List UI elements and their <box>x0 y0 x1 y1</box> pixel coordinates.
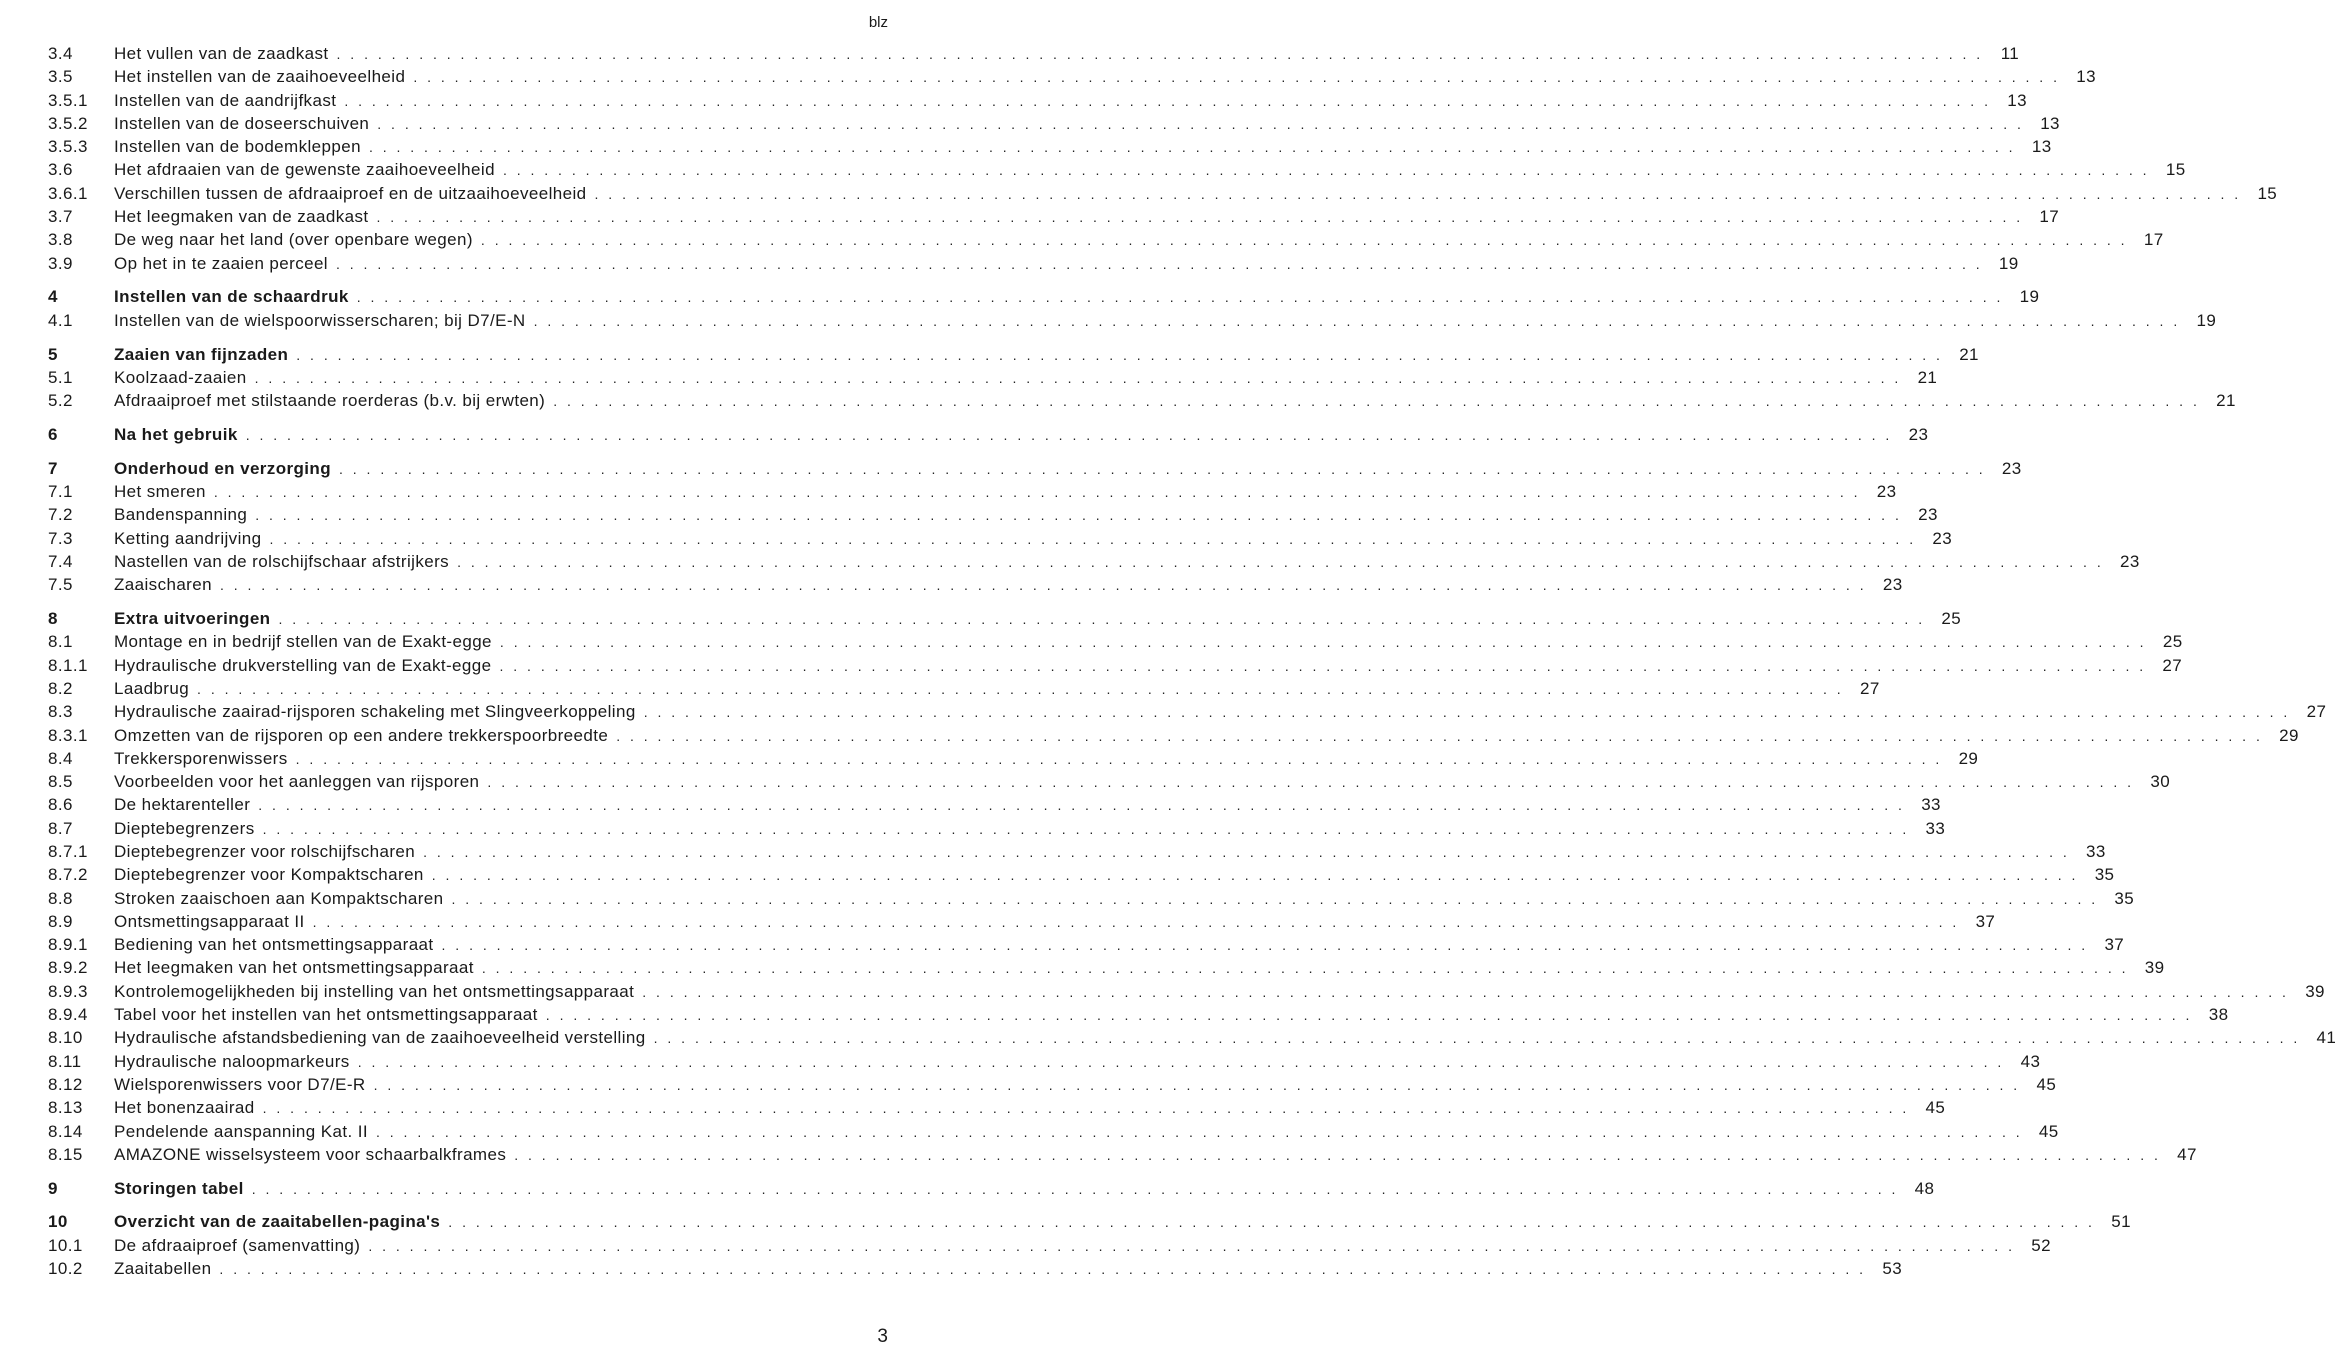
toc-entry-number: 3.4 <box>48 44 73 63</box>
page-column-header: blz <box>868 14 888 31</box>
toc-entry-page: 25 <box>1941 609 1962 629</box>
toc-entry-title: De afdraaiproef (samenvatting) <box>114 1235 361 1255</box>
toc-entry-number: 8.5 <box>48 772 73 792</box>
toc-entry[interactable] <box>36 505 1938 528</box>
toc-entry-number: 3.6.1 <box>48 183 88 203</box>
toc-entry[interactable] <box>36 1074 2057 1098</box>
toc-entry-title: Hydraulische afstandsbediening van de zaaihoeveelheid verstelling <box>114 1028 646 1048</box>
dot-leader: . . . . . . . . . . . . . . . . . . . . . . . . . . . . . . . . . . . . . . . . . . . . . . . . . . . . . . . . . . . . . . . . . . . . . . . . . . . . . . . . . . . . . . . . . . . . . . . . . . . . . . . . . . . . . . . . . . . . . . . . <box>514 1146 2161 1163</box>
toc-entry-page: 23 <box>1882 575 1903 595</box>
toc-entry[interactable] <box>36 1028 2336 1051</box>
toc-entry-page: 33 <box>1921 795 1941 815</box>
toc-entry-page: 38 <box>2208 1005 2229 1025</box>
toc-entry-number: 8.12 <box>48 1074 83 1094</box>
dot-leader: . . . . . . . . . . . . . . . . . . . . . . . . . . . . . . . . . . . . . . . . . . . . . . . . . . . . . . . . . . . . . . . . . . . . . . . . . . . . . . . . . . . . . . . . . . . . . . . . . . . . . . . . . . . . . . . . . . . . . . . . <box>480 232 2128 249</box>
dot-leader: . . . . . . . . . . . . . . . . . . . . . . . . . . . . . . . . . . . . . . . . . . . . . . . . . . . . . . . . . . . . . . . . . . . . . . . . . . . . . . . . . . . . . . . . . . . . . . . . . . . . . . . . . . . . . . . . . . . . . . . . <box>255 507 1902 524</box>
toc-entry[interactable] <box>36 1235 2051 1259</box>
toc-entry-title: Extra uitvoeringen <box>114 609 271 629</box>
toc-entry-number: 8.9.1 <box>48 935 88 955</box>
dot-leader: . . . . . . . . . . . . . . . . . . . . . . . . . . . . . . . . . . . . . . . . . . . . . . . . . . . . . . . . . . . . . . . . . . . . . . . . . . . . . . . . . . . . . . . . . . . . . . . . . . . . . . . . . . . . . . . . . . . . . . . . <box>451 890 2099 907</box>
toc-entry-title: Na het gebruik <box>114 424 238 444</box>
dot-leader: . . . . . . . . . . . . . . . . . . . . . . . . . . . . . . . . . . . . . . . . . . . . . . . . . . . . . . . . . . . . . . . . . . . . . . . . . . . . . . . . . . . . . . . . . . . . . . . . . . . . . . . . . . . . . . . . . . . . . . . . <box>245 426 1893 443</box>
toc-entry-title: Storingen tabel <box>114 1178 244 1198</box>
dot-leader: . . . . . . . . . . . . . . . . . . . . . . . . . . . . . . . . . . . . . . . . . . . . . . . . . . . . . . . . . . . . . . . . . . . . . . . . . . . . . . . . . . . . . . . . . . . . . . . . . . . . . . . . . . . . . . . . . . . . . . . . <box>262 820 1910 837</box>
dot-leader: . . . . . . . . . . . . . . . . . . . . . . . . . . . . . . . . . . . . . . . . . . . . . . . . . . . . . . . . . . . . . . . . . . . . . . . . . . . . . . . . . . . . . . . . . . . . . . . . . . . . . . . . . . . . . . . . . . . . . . . . <box>643 704 2291 721</box>
toc-entry-title: Zaaien van fijnzaden <box>114 344 289 364</box>
toc-entry-page: 25 <box>2162 632 2183 652</box>
toc-entry-title: Instellen van de schaardruk <box>114 287 349 307</box>
dot-leader: . . . . . . . . . . . . . . . . . . . . . . . . . . . . . . . . . . . . . . . . . . . . . . . . . . . . . . . . . . . . . . . . . . . . . . . . . . . . . . . . . . . . . . . . . . . . . . . . . . . . . . . . . . . . . . . . . . . . . . . . <box>594 185 2242 202</box>
dot-leader: . . . . . . . . . . . . . . . . . . . . . . . . . . . . . . . . . . . . . . . . . . . . . . . . . . . . . . . . . . . . . . . . . . . . . . . . . . . . . . . . . . . . . . . . . . . . . . . . . . . . . . . . . . . . . . . . . . . . . . . . <box>295 750 1943 767</box>
dot-leader: . . . . . . . . . . . . . . . . . . . . . . . . . . . . . . . . . . . . . . . . . . . . . . . . . . . . . . . . . . . . . . . . . . . . . . . . . . . . . . . . . . . . . . . . . . . . . . . . . . . . . . . . . . . . . . . . . . . . . . . . <box>375 1123 2023 1140</box>
toc-entry[interactable] <box>36 678 1880 702</box>
toc-entry-page: 23 <box>2001 458 2022 478</box>
toc-entry-number: 7.5 <box>48 575 73 595</box>
dot-leader: . . . . . . . . . . . . . . . . . . . . . . . . . . . . . . . . . . . . . . . . . . . . . . . . . . . . . . . . . . . . . . . . . . . . . . . . . . . . . . . . . . . . . . . . . . . . . . . . . . . . . . . . . . . . . . . . . . . . . . . . <box>457 553 2104 570</box>
dot-leader: . . . . . . . . . . . . . . . . . . . . . . . . . . . . . . . . . . . . . . . . . . . . . . . . . . . . . . . . . . . . . . . . . . . . . . . . . . . . . . . . . . . . . . . . . . . . . . . . . . . . . . . . . . . . . . . . . . . . . . . . <box>269 530 1917 547</box>
toc-entry[interactable] <box>36 1121 2059 1145</box>
toc-entry-number: 8.7.2 <box>48 865 88 885</box>
toc-entry[interactable] <box>36 702 2327 725</box>
toc-entry[interactable] <box>36 888 2135 912</box>
dot-leader: . . . . . . . . . . . . . . . . . . . . . . . . . . . . . . . . . . . . . . . . . . . . . . . . . . . . . . . . . . . . . . . . . . . . . . . . . . . . . . . . . . . . . . . . . . . . . . . . . . . . . . . . . . . . . . . . . . . . . . . . <box>413 69 2060 86</box>
toc-entry-page: 17 <box>2143 230 2164 250</box>
toc-entry[interactable] <box>36 367 1938 391</box>
toc-entry-number: 8.10 <box>48 1028 83 1048</box>
table-of-contents <box>36 44 2336 1282</box>
dot-leader: . . . . . . . . . . . . . . . . . . . . . . . . . . . . . . . . . . . . . . . . . . . . . . . . . . . . . . . . . . . . . . . . . . . . . . . . . . . . . . . . . . . . . . . . . . . . . . . . . . . . . . . . . . . . . . . . . . . . . . . . <box>441 937 2089 954</box>
dot-leader: . . . . . . . . . . . . . . . . . . . . . . . . . . . . . . . . . . . . . . . . . . . . . . . . . . . . . . . . . . . . . . . . . . . . . . . . . . . . . . . . . . . . . . . . . . . . . . . . . . . . . . . . . . . . . . . . . . . . . . . . <box>357 1053 2005 1070</box>
toc-entry-title: Wielsporenwissers voor D7/E-R <box>114 1074 366 1094</box>
dot-leader: . . . . . . . . . . . . . . . . . . . . . . . . . . . . . . . . . . . . . . . . . . . . . . . . . . . . . . . . . . . . . . . . . . . . . . . . . . . . . . . . . . . . . . . . . . . . . . . . . . . . . . . . . . . . . . . . . . . . . . . . <box>653 1030 2301 1047</box>
toc-entry[interactable] <box>36 609 1962 632</box>
toc-entry-title: Nastellen van de rolschijfschaar afstrijkers <box>114 551 450 571</box>
toc-entry-page: 11 <box>2000 44 2020 63</box>
toc-entry[interactable] <box>36 748 1979 772</box>
toc-entry[interactable] <box>36 632 2183 655</box>
toc-entry-title: Ontsmettingsapparaat II <box>114 911 305 931</box>
toc-entry-title: Verschillen tussen de afdraaiproef en de uitzaaihoeveelheid <box>114 183 587 203</box>
toc-entry-title: Montage en in bedrijf stellen van de Exakt-egge <box>114 632 492 652</box>
toc-entry[interactable] <box>36 1259 1903 1282</box>
dot-leader: . . . . . . . . . . . . . . . . . . . . . . . . . . . . . . . . . . . . . . . . . . . . . . . . . . . . . . . . . . . . . . . . . . . . . . . . . . . . . . . . . . . . . . . . . . . . . . . . . . . . . . . . . . . . . . . . . . . . . . . . <box>197 680 1844 697</box>
dot-leader: . . . . . . . . . . . . . . . . . . . . . . . . . . . . . . . . . . . . . . . . . . . . . . . . . . . . . . . . . . . . . . . . . . . . . . . . . . . . . . . . . . . . . . . . . . . . . . . . . . . . . . . . . . . . . . . . . . . . . . . . <box>553 393 2200 410</box>
toc-entry-page: 29 <box>1958 748 1979 768</box>
toc-entry-page: 23 <box>1932 528 1953 548</box>
dot-leader: . . . . . . . . . . . . . . . . . . . . . . . . . . . . . . . . . . . . . . . . . . . . . . . . . . . . . . . . . . . . . . . . . . . . . . . . . . . . . . . . . . . . . . . . . . . . . . . . . . . . . . . . . . . . . . . . . . . . . . . . <box>487 774 2135 791</box>
toc-entry-number: 5.1 <box>48 367 73 387</box>
toc-entry-title: Omzetten van de rijsporen op een andere trekkerspoorbreedte <box>114 725 609 745</box>
dot-leader: . . . . . . . . . . . . . . . . . . . . . . . . . . . . . . . . . . . . . . . . . . . . . . . . . . . . . . . . . . . . . . . . . . . . . . . . . . . . . . . . . . . . . . . . . . . . . . . . . . . . . . . . . . . . . . . . . . . . . . . . <box>219 577 1867 594</box>
toc-entry-title: Hydraulische zaairad-rijsporen schakeling met Slingveerkoppeling <box>114 702 636 722</box>
toc-entry-page: 13 <box>2007 90 2027 110</box>
toc-entry-number: 4.1 <box>48 310 73 330</box>
toc-entry[interactable] <box>36 113 2060 137</box>
toc-entry[interactable] <box>36 1178 1935 1202</box>
dot-leader: . . . . . . . . . . . . . . . . . . . . . . . . . . . . . . . . . . . . . . . . . . . . . . . . . . . . . . . . . . . . . . . . . . . . . . . . . . . . . . . . . . . . . . . . . . . . . . . . . . . . . . . . . . . . . . . . . . . . . . . . <box>258 797 1905 814</box>
toc-entry-title: Het afdraaien van de gewenste zaaihoeveelheid <box>114 160 495 180</box>
toc-entry-number: 8.11 <box>48 1051 82 1071</box>
toc-entry-number: 8.9 <box>48 911 73 931</box>
toc-entry-title: Het instellen van de zaaihoeveelheid <box>114 67 406 87</box>
toc-entry-number: 8.14 <box>48 1121 83 1141</box>
toc-entry-number: 8.15 <box>48 1144 83 1164</box>
toc-entry-page: 33 <box>1925 818 1946 838</box>
toc-entry-number: 8.6 <box>48 795 73 815</box>
toc-entry-title: Het leegmaken van het ontsmettingsapparaat <box>114 958 474 978</box>
dot-leader: . . . . . . . . . . . . . . . . . . . . . . . . . . . . . . . . . . . . . . . . . . . . . . . . . . . . . . . . . . . . . . . . . . . . . . . . . . . . . . . . . . . . . . . . . . . . . . . . . . . . . . . . . . . . . . . . . . . . . . . . <box>254 369 1902 386</box>
toc-entry-number: 6 <box>48 424 58 444</box>
toc-entry-number: 7.1 <box>48 482 73 502</box>
toc-entry-number: 7 <box>48 458 58 478</box>
toc-entry[interactable] <box>36 1212 2131 1235</box>
dot-leader: . . . . . . . . . . . . . . . . . . . . . . . . . . . . . . . . . . . . . . . . . . . . . . . . . . . . . . . . . . . . . . . . . . . . . . . . . . . . . . . . . . . . . . . . . . . . . . . . . . . . . . . . . . . . . . . . . . . . . . . . <box>502 162 2150 179</box>
toc-entry-page: 41 <box>2316 1028 2336 1048</box>
toc-entry[interactable] <box>36 795 1941 818</box>
toc-entry-number: 4 <box>48 287 58 307</box>
toc-entry-title: Hydraulische naloopmarkeurs <box>114 1051 350 1071</box>
toc-entry-page: 37 <box>2104 935 2125 955</box>
toc-entry-number: 3.5.2 <box>48 113 88 133</box>
toc-entry-title: Kontrolemogelijkheden bij instelling van het ontsmettingsapparaat <box>114 981 635 1001</box>
toc-entry-page: 53 <box>1882 1259 1903 1279</box>
toc-entry-page: 35 <box>2114 888 2135 908</box>
dot-leader: . . . . . . . . . . . . . . . . . . . . . . . . . . . . . . . . . . . . . . . . . . . . . . . . . . . . . . . . . . . . . . . . . . . . . . . . . . . . . . . . . . . . . . . . . . . . . . . . . . . . . . . . . . . . . . . . . . . . . . . . <box>616 727 2263 744</box>
dot-leader: . . . . . . . . . . . . . . . . . . . . . . . . . . . . . . . . . . . . . . . . . . . . . . . . . . . . . . . . . . . . . . . . . . . . . . . . . . . . . . . . . . . . . . . . . . . . . . . . . . . . . . . . . . . . . . . . . . . . . . . . <box>431 867 2079 884</box>
dot-leader: . . . . . . . . . . . . . . . . . . . . . . . . . . . . . . . . . . . . . . . . . . . . . . . . . . . . . . . . . . . . . . . . . . . . . . . . . . . . . . . . . . . . . . . . . . . . . . . . . . . . . . . . . . . . . . . . . . . . . . . . <box>312 913 1960 930</box>
toc-entry-number: 8.7 <box>48 818 73 838</box>
toc-entry-title: Op het in te zaaien perceel <box>114 253 328 273</box>
toc-entry[interactable] <box>36 1098 1946 1121</box>
toc-entry-page: 48 <box>1914 1178 1935 1198</box>
page-number: 3 <box>877 1326 888 1347</box>
toc-entry-title: Pendelende aanspanning Kat. II <box>114 1121 368 1141</box>
dot-leader: . . . . . . . . . . . . . . . . . . . . . . . . . . . . . . . . . . . . . . . . . . . . . . . . . . . . . . . . . . . . . . . . . . . . . . . . . . . . . . . . . . . . . . . . . . . . . . . . . . . . . . . . . . . . . . . . . . . . . . . . <box>219 1261 1867 1278</box>
dot-leader: . . . . . . . . . . . . . . . . . . . . . . . . . . . . . . . . . . . . . . . . . . . . . . . . . . . . . . . . . . . . . . . . . . . . . . . . . . . . . . . . . . . . . . . . . . . . . . . . . . . . . . . . . . . . . . . . . . . . . . . . <box>368 1237 2015 1254</box>
toc-entry-number: 8.4 <box>48 748 73 768</box>
dot-leader: . . . . . . . . . . . . . . . . . . . . . . . . . . . . . . . . . . . . . . . . . . . . . . . . . . . . . . . . . . . . . . . . . . . . . . . . . . . . . . . . . . . . . . . . . . . . . . . . . . . . . . . . . . . . . . . . . . . . . . . . <box>545 1007 2193 1024</box>
toc-entry-title: Ketting aandrijving <box>114 528 262 548</box>
toc-entry-title: De weg naar het land (over openbare wegen) <box>114 230 473 250</box>
dot-leader: . . . . . . . . . . . . . . . . . . . . . . . . . . . . . . . . . . . . . . . . . . . . . . . . . . . . . . . . . . . . . . . . . . . . . . . . . . . . . . . . . . . . . . . . . . . . . . . . . . . . . . . . . . . . . . . . . . . . . . . . <box>339 460 1986 477</box>
toc-entry-title: Het smeren <box>114 482 206 502</box>
toc-entry-page: 39 <box>2144 958 2165 978</box>
toc-entry-page: 51 <box>2111 1212 2131 1232</box>
toc-entry-number: 3.9 <box>48 253 73 273</box>
toc-entry[interactable] <box>36 935 2125 958</box>
toc-entry-title: Het bonenzaairad <box>114 1098 255 1118</box>
dot-leader: . . . . . . . . . . . . . . . . . . . . . . . . . . . . . . . . . . . . . . . . . . . . . . . . . . . . . . . . . . . . . . . . . . . . . . . . . . . . . . . . . . . . . . . . . . . . . . . . . . . . . . . . . . . . . . . . . . . . . . . . <box>377 115 2024 132</box>
toc-entry-page: 15 <box>2257 183 2278 203</box>
toc-entry-title: Hydraulische drukverstelling van de Exakt-egge <box>114 655 492 675</box>
toc-entry[interactable] <box>36 458 2022 482</box>
toc-entry[interactable] <box>36 160 2186 183</box>
toc-entry-title: Afdraaiproef met stilstaande roerderas (b.v. bij erwten) <box>114 391 546 411</box>
toc-entry[interactable] <box>36 911 1996 935</box>
toc-entry-page: 27 <box>2162 655 2183 675</box>
toc-entry-page: 15 <box>2165 160 2186 180</box>
dot-leader: . . . . . . . . . . . . . . . . . . . . . . . . . . . . . . . . . . . . . . . . . . . . . . . . . . . . . . . . . . . . . . . . . . . . . . . . . . . . . . . . . . . . . . . . . . . . . . . . . . . . . . . . . . . . . . . . . . . . . . . . <box>278 611 1926 628</box>
toc-entry-page: 33 <box>2086 842 2106 861</box>
toc-entry[interactable] <box>36 230 2164 253</box>
toc-entry[interactable] <box>36 344 1979 368</box>
toc-entry-number: 8.1.1 <box>48 655 88 675</box>
toc-entry-title: Voorbeelden voor het aanleggen van rijsporen <box>114 772 480 792</box>
toc-entry[interactable] <box>36 391 2236 414</box>
toc-entry-page: 35 <box>2094 865 2115 885</box>
toc-entry-title: Overzicht van de zaaitabellen-pagina's <box>114 1212 441 1232</box>
toc-entry[interactable] <box>36 725 2299 749</box>
toc-entry-title: Dieptebegrenzer voor rolschijfscharen <box>114 842 416 861</box>
toc-entry[interactable] <box>36 772 2171 795</box>
toc-entry-title: Bediening van het ontsmettingsapparaat <box>114 935 434 955</box>
toc-entry-page: 27 <box>1859 678 1880 698</box>
toc-entry-number: 3.5.1 <box>48 90 88 110</box>
dot-leader: . . . . . . . . . . . . . . . . . . . . . . . . . . . . . . . . . . . . . . . . . . . . . . . . . . . . . . . . . . . . . . . . . . . . . . . . . . . . . . . . . . . . . . . . . . . . . . . . . . . . . . . . . . . . . . . . . . . . . . . . <box>336 46 1984 62</box>
toc-entry-title: Koolzaad-zaaien <box>114 367 247 387</box>
toc-entry[interactable] <box>36 310 2217 334</box>
toc-entry-page: 29 <box>2279 725 2299 745</box>
toc-entry-title: AMAZONE wisselsysteem voor schaarbalkframes <box>114 1144 507 1164</box>
toc-entry-number: 8.3.1 <box>48 725 88 745</box>
toc-entry-title: Zaaitabellen <box>114 1259 212 1279</box>
toc-entry[interactable] <box>36 67 2096 90</box>
toc-entry-page: 37 <box>1975 911 1996 931</box>
toc-entry-page: 21 <box>1917 367 1938 387</box>
dot-leader: . . . . . . . . . . . . . . . . . . . . . . . . . . . . . . . . . . . . . . . . . . . . . . . . . . . . . . . . . . . . . . . . . . . . . . . . . . . . . . . . . . . . . . . . . . . . . . . . . . . . . . . . . . . . . . . . . . . . . . . . <box>373 1076 2021 1093</box>
toc-entry-page: 45 <box>1925 1098 1946 1118</box>
toc-entry-number: 8.1 <box>48 632 73 652</box>
toc-entry-number: 10 <box>48 1212 68 1232</box>
toc-entry-title: Dieptebegrenzer voor Kompaktscharen <box>114 865 424 885</box>
toc-entry[interactable] <box>36 655 2183 679</box>
toc-entry[interactable] <box>36 44 2020 67</box>
dot-leader: . . . . . . . . . . . . . . . . . . . . . . . . . . . . . . . . . . . . . . . . . . . . . . . . . . . . . . . . . . . . . . . . . . . . . . . . . . . . . . . . . . . . . . . . . . . . . . . . . . . . . . . . . . . . . . . . . . . . . . . . <box>213 484 1861 501</box>
toc-entry[interactable] <box>36 575 1903 598</box>
toc-entry-number: 3.7 <box>48 207 73 227</box>
dot-leader: . . . . . . . . . . . . . . . . . . . . . . . . . . . . . . . . . . . . . . . . . . . . . . . . . . . . . . . . . . . . . . . . . . . . . . . . . . . . . . . . . . . . . . . . . . . . . . . . . . . . . . . . . . . . . . . . . . . . . . . . <box>499 634 2147 651</box>
toc-entry-page: 13 <box>2031 137 2052 157</box>
toc-entry-title: Instellen van de aandrijfkast <box>114 90 337 110</box>
toc-entry[interactable] <box>36 551 2140 575</box>
toc-entry-page: 47 <box>2177 1144 2197 1164</box>
toc-entry-number: 5 <box>48 344 58 364</box>
dot-leader: . . . . . . . . . . . . . . . . . . . . . . . . . . . . . . . . . . . . . . . . . . . . . . . . . . . . . . . . . . . . . . . . . . . . . . . . . . . . . . . . . . . . . . . . . . . . . . . . . . . . . . . . . . . . . . . . . . . . . . . . <box>344 92 1991 109</box>
toc-entry-page: 23 <box>1918 505 1938 525</box>
toc-entry-number: 8.13 <box>48 1098 83 1118</box>
toc-entry-number: 8 <box>48 609 58 629</box>
dot-leader: . . . . . . . . . . . . . . . . . . . . . . . . . . . . . . . . . . . . . . . . . . . . . . . . . . . . . . . . . . . . . . . . . . . . . . . . . . . . . . . . . . . . . . . . . . . . . . . . . . . . . . . . . . . . . . . . . . . . . . . . <box>376 209 2024 226</box>
toc-entry[interactable] <box>36 207 2060 230</box>
toc-entry-page: 19 <box>2019 287 2040 307</box>
dot-leader: . . . . . . . . . . . . . . . . . . . . . . . . . . . . . . . . . . . . . . . . . . . . . . . . . . . . . . . . . . . . . . . . . . . . . . . . . . . . . . . . . . . . . . . . . . . . . . . . . . . . . . . . . . . . . . . . . . . . . . . . <box>368 139 2016 156</box>
toc-entry-page: 43 <box>2020 1051 2041 1071</box>
toc-entry-number: 3.5.3 <box>48 137 88 157</box>
dot-leader: . . . . . . . . . . . . . . . . . . . . . . . . . . . . . . . . . . . . . . . . . . . . . . . . . . . . . . . . . . . . . . . . . . . . . . . . . . . . . . . . . . . . . . . . . . . . . . . . . . . . . . . . . . . . . . . . . . . . . . . . <box>642 983 2289 1000</box>
toc-entry-number: 7.2 <box>48 505 73 525</box>
toc-entry[interactable] <box>36 253 2019 277</box>
toc-entry[interactable] <box>36 424 1929 448</box>
toc-entry-title: Dieptebegrenzers <box>114 818 255 838</box>
toc-entry-page: 23 <box>2120 551 2140 571</box>
dot-leader: . . . . . . . . . . . . . . . . . . . . . . . . . . . . . . . . . . . . . . . . . . . . . . . . . . . . . . . . . . . . . . . . . . . . . . . . . . . . . . . . . . . . . . . . . . . . . . . . . . . . . . . . . . . . . . . . . . . . . . . . <box>251 1180 1899 1197</box>
toc-entry-title: De hektarenteller <box>114 795 251 815</box>
toc-entry-number: 3.5 <box>48 67 73 87</box>
toc-entry-number: 3.6 <box>48 160 73 180</box>
toc-entry[interactable] <box>36 90 2027 114</box>
toc-entry-title: Zaaischaren <box>114 575 212 595</box>
toc-entry-page: 21 <box>2216 391 2236 411</box>
toc-entry-page: 23 <box>1908 424 1929 444</box>
toc-entry-number: 10.2 <box>48 1259 83 1279</box>
toc-entry-page: 39 <box>2305 981 2325 1001</box>
toc-entry[interactable] <box>36 865 2115 888</box>
toc-entry-number: 8.9.3 <box>48 981 88 1001</box>
toc-entry-page: 52 <box>2031 1235 2051 1255</box>
dot-leader: . . . . . . . . . . . . . . . . . . . . . . . . . . . . . . . . . . . . . . . . . . . . . . . . . . . . . . . . . . . . . . . . . . . . . . . . . . . . . . . . . . . . . . . . . . . . . . . . . . . . . . . . . . . . . . . . . . . . . . . . <box>336 255 1983 272</box>
dot-leader: . . . . . . . . . . . . . . . . . . . . . . . . . . . . . . . . . . . . . . . . . . . . . . . . . . . . . . . . . . . . . . . . . . . . . . . . . . . . . . . . . . . . . . . . . . . . . . . . . . . . . . . . . . . . . . . . . . . . . . . . <box>448 1214 2095 1231</box>
toc-entry[interactable] <box>36 287 2040 310</box>
toc-entry-number: 3.8 <box>48 230 73 250</box>
toc-entry[interactable] <box>36 1051 2041 1075</box>
toc-entry[interactable] <box>36 818 1946 842</box>
toc-entry-number: 7.4 <box>48 551 73 571</box>
toc-entry-page: 45 <box>2036 1074 2057 1094</box>
toc-entry[interactable] <box>36 958 2165 981</box>
toc-entry-number: 8.8 <box>48 888 73 908</box>
toc-entry-title: Tabel voor het instellen van het ontsmettingsapparaat <box>114 1005 538 1025</box>
toc-entry-page: 30 <box>2150 772 2171 792</box>
toc-entry-page: 17 <box>2039 207 2060 227</box>
toc-entry[interactable] <box>36 842 2106 865</box>
toc-entry-number: 10.1 <box>48 1235 83 1255</box>
toc-entry-title: Trekkersporenwissers <box>114 748 288 768</box>
toc-entry-page: 13 <box>2076 67 2096 87</box>
toc-entry[interactable] <box>36 528 1953 552</box>
toc-entry-page: 19 <box>1998 253 2019 273</box>
toc-entry[interactable] <box>36 981 2325 1005</box>
toc-entry-title: Instellen van de bodemkleppen <box>114 137 361 157</box>
toc-entry-number: 8.2 <box>48 678 73 698</box>
toc-entry-number: 5.2 <box>48 391 73 411</box>
toc-entry-title: Het vullen van de zaadkast <box>114 44 329 63</box>
toc-entry-page: 45 <box>2038 1121 2059 1141</box>
toc-entry-title: Instellen van de doseerschuiven <box>114 113 370 133</box>
toc-entry-number: 8.7.1 <box>48 842 88 861</box>
toc-entry-number: 9 <box>48 1178 58 1198</box>
toc-entry-title: Onderhoud en verzorging <box>114 458 331 478</box>
toc-entry-page: 23 <box>1876 482 1897 502</box>
toc-entry[interactable] <box>36 183 2278 207</box>
toc-entry-page: 27 <box>2306 702 2327 722</box>
dot-leader: . . . . . . . . . . . . . . . . . . . . . . . . . . . . . . . . . . . . . . . . . . . . . . . . . . . . . . . . . . . . . . . . . . . . . . . . . . . . . . . . . . . . . . . . . . . . . . . . . . . . . . . . . . . . . . . . . . . . . . . . <box>499 657 2147 674</box>
toc-entry-page: 13 <box>2040 113 2060 133</box>
toc-entry-number: 7.3 <box>48 528 73 548</box>
toc-entry-page: 21 <box>1959 344 1979 364</box>
toc-entry-title: Het leegmaken van de zaadkast <box>114 207 369 227</box>
toc-entry-number: 8.3 <box>48 702 73 722</box>
dot-leader: . . . . . . . . . . . . . . . . . . . . . . . . . . . . . . . . . . . . . . . . . . . . . . . . . . . . . . . . . . . . . . . . . . . . . . . . . . . . . . . . . . . . . . . . . . . . . . . . . . . . . . . . . . . . . . . . . . . . . . . . <box>481 960 2129 977</box>
dot-leader: . . . . . . . . . . . . . . . . . . . . . . . . . . . . . . . . . . . . . . . . . . . . . . . . . . . . . . . . . . . . . . . . . . . . . . . . . . . . . . . . . . . . . . . . . . . . . . . . . . . . . . . . . . . . . . . . . . . . . . . . <box>262 1100 1910 1117</box>
toc-entry-number: 8.9.2 <box>48 958 88 978</box>
toc-entry-title: Stroken zaaischoen aan Kompaktscharen <box>114 888 444 908</box>
dot-leader: . . . . . . . . . . . . . . . . . . . . . . . . . . . . . . . . . . . . . . . . . . . . . . . . . . . . . . . . . . . . . . . . . . . . . . . . . . . . . . . . . . . . . . . . . . . . . . . . . . . . . . . . . . . . . . . . . . . . . . . . <box>356 289 2004 306</box>
toc-entry-page: 19 <box>2196 310 2217 330</box>
toc-entry[interactable] <box>36 137 2052 160</box>
toc-entry-title: Bandenspanning <box>114 505 248 525</box>
dot-leader: . . . . . . . . . . . . . . . . . . . . . . . . . . . . . . . . . . . . . . . . . . . . . . . . . . . . . . . . . . . . . . . . . . . . . . . . . . . . . . . . . . . . . . . . . . . . . . . . . . . . . . . . . . . . . . . . . . . . . . . . <box>423 844 2070 860</box>
toc-entry-title: Instellen van de wielspoorwisserscharen; bij D7/E-N <box>114 310 526 330</box>
toc-entry-title: Laadbrug <box>114 678 190 698</box>
dot-leader: . . . . . . . . . . . . . . . . . . . . . . . . . . . . . . . . . . . . . . . . . . . . . . . . . . . . . . . . . . . . . . . . . . . . . . . . . . . . . . . . . . . . . . . . . . . . . . . . . . . . . . . . . . . . . . . . . . . . . . . . <box>533 312 2181 329</box>
toc-entry-number: 8.9.4 <box>48 1005 88 1025</box>
toc-entry[interactable] <box>36 482 1897 505</box>
toc-entry[interactable] <box>36 1144 2197 1168</box>
toc-entry[interactable] <box>36 1005 2229 1028</box>
dot-leader: . . . . . . . . . . . . . . . . . . . . . . . . . . . . . . . . . . . . . . . . . . . . . . . . . . . . . . . . . . . . . . . . . . . . . . . . . . . . . . . . . . . . . . . . . . . . . . . . . . . . . . . . . . . . . . . . . . . . . . . . <box>296 346 1943 363</box>
